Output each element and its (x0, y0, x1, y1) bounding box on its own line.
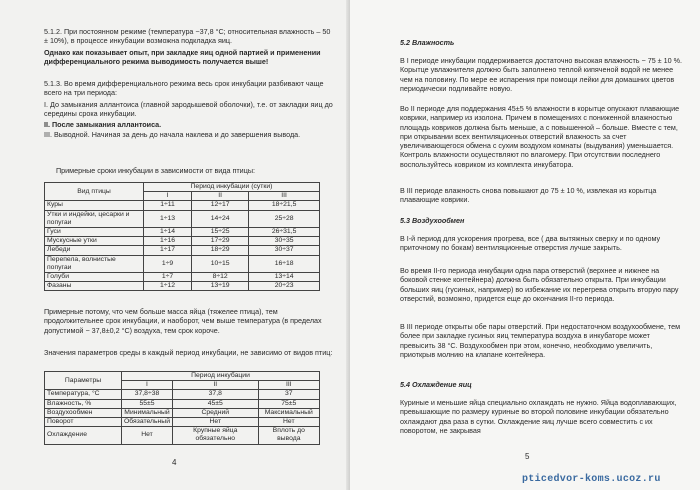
table-row (45, 201, 320, 210)
table-row (45, 282, 320, 291)
table-cell: Мускусные утки (45, 237, 144, 246)
col-header-period-2: II (173, 381, 259, 390)
period-one-text: I. До замыкания аллантоиса (главной зародышевой оболочки), т.е. от закладки яиц до середины срока инкубации. (44, 100, 333, 119)
paragraph-5-1-2: 5.1.2. При постоянном режиме (температура −37,8 °C; относительная влажность – 50 ± 10%), в процессе инкубации возможна подкладка яиц. (44, 27, 331, 46)
paragraph-bold-note: Однако как показывает опыт, при закладке яиц одной партией и применении дифференциального режима выводимость получается выше! (44, 48, 321, 67)
table-cell: Поворот (45, 418, 122, 427)
table-row (45, 255, 320, 272)
table-cell: Крупные яйца обязательно (173, 427, 259, 444)
table-cell: 1÷16 (144, 237, 192, 246)
air-exchange-period-3: В III периоде открыты обе пары отверстий. При недостаточном воздухообмене, тем более при закладке гусиных яиц температура воздуха в инкубаторе может превысить 38 °C. Воздухообмен при этом, конечно, необходимо увеличить, приоткрыв молнию на клапане контейнера. (400, 322, 681, 359)
table-row (45, 399, 320, 408)
table-cell: Вплоть до вывода (258, 427, 319, 444)
table-row (45, 418, 320, 427)
col-header-period-2: II (192, 192, 249, 201)
table-cell: Температура, °C (45, 390, 122, 399)
col-header-period-3: III (249, 192, 320, 201)
col-header-bird: Вид птицы (45, 183, 144, 201)
table-cell: Перепела, волнистые попугаи (45, 255, 144, 272)
table-cell: Нет (258, 418, 319, 427)
table-cell: 26÷31,5 (249, 228, 320, 237)
col-header-period-3: III (258, 381, 319, 390)
col-header-params: Параметры (45, 372, 122, 390)
humidity-period-3: В III периоде влажность снова повышают до 75 ± 10 %, извлекая из корытца плавающие коврики. (400, 186, 657, 205)
table-cell: 16÷18 (249, 255, 320, 272)
table-cell: Голуби (45, 273, 144, 282)
heading-air-exchange: 5.3 Воздухообмен (400, 216, 465, 225)
col-header-period-1: I (122, 381, 173, 390)
table-cell: Фазаны (45, 282, 144, 291)
table-row (45, 427, 320, 444)
table-cell: 17÷29 (192, 237, 249, 246)
table-row (45, 273, 320, 282)
table-row (45, 390, 320, 399)
table-cell: 1÷13 (144, 210, 192, 227)
table-cell: 37 (258, 390, 319, 399)
table-cell: Куры (45, 201, 144, 210)
table-cell: Максимальный (258, 408, 319, 417)
table-cell: 18÷21,5 (249, 201, 320, 210)
heading-humidity: 5.2 Влажность (400, 38, 455, 47)
table-cell: 75±5 (258, 399, 319, 408)
table-cell: 18÷29 (192, 246, 249, 255)
table-cell: 13÷14 (249, 273, 320, 282)
table-cell: Нет (173, 418, 259, 427)
right-page (350, 0, 700, 490)
incubation-periods-table (44, 182, 320, 291)
table-cell: Воздухообмен (45, 408, 122, 417)
table-cell: Средний (173, 408, 259, 417)
egg-cooling-text: Куриные и меньшие яйца специально охлаждать не нужно. Яйца водоплавающих, превышающие по размеру куриные во второй половине инкубации обязательно охлаждают два раза в сутки. Охлаждение яиц лучше всего совместить с их поворотом, не закрывая (400, 398, 677, 435)
table-row (45, 408, 320, 417)
table-row (45, 246, 320, 255)
table-cell: Обязательный (122, 418, 173, 427)
table-cell: 1÷9 (144, 255, 192, 272)
table-cell: Нет (122, 427, 173, 444)
table-cell: 8÷12 (192, 273, 249, 282)
table-cell: Гуси (45, 228, 144, 237)
table-cell: 12÷17 (192, 201, 249, 210)
table1-caption: Примерные сроки инкубации в зависимости от вида птицы: (56, 166, 255, 175)
table-cell: 13÷19 (192, 282, 249, 291)
paragraph-approximate: Примерные потому, что чем больше масса яйца (тяжелее птица), тем продолжительнее срок инкубации, и наоборот, чем выше температура (в пределах допустимой − 37,8±0,2 °C) воздуха, тем срок короче. (44, 307, 322, 335)
table-cell: 45±5 (173, 399, 259, 408)
table-cell: 25÷28 (249, 210, 320, 227)
table-cell: 30÷35 (249, 237, 320, 246)
table-cell: 1÷14 (144, 228, 192, 237)
table-cell: Утки и индейки, цесарки и попугаи (45, 210, 144, 227)
table-cell: 15÷25 (192, 228, 249, 237)
table-cell: Охлаждение (45, 427, 122, 444)
col-header-period: Период инкубации (122, 372, 320, 381)
humidity-period-1: В I периоде инкубации поддерживается достаточно высокая влажность − 75 ± 10 %. Корытце увлажнителя должно быть заполнено теплой кипяченой водой не менее чем на половину. По мере ее испарения при помощи лейки для домашних цветов периодически подливайте новую. (400, 56, 683, 93)
table-cell: 14÷24 (192, 210, 249, 227)
page-number: 4 (172, 458, 177, 467)
environment-params-table (44, 371, 320, 445)
paragraph-5-1-3: 5.1.3. Во время дифференциального режима весь срок инкубации разбивают чаще всего на три периода: (44, 79, 324, 98)
table-cell: 55±5 (122, 399, 173, 408)
table-cell: 30÷37 (249, 246, 320, 255)
site-watermark: pticedvor-koms.ucoz.ru (522, 474, 661, 485)
table-cell: 37,8÷38 (122, 390, 173, 399)
heading-egg-cooling: 5.4 Охлаждение яиц (400, 380, 472, 389)
humidity-period-2: Во II периоде для поддержания 45±5 % влажности в корытце опускают плавающие коврики, например из изолона. Причем в помещениях с пониженной влажностью площадь ковриков должна быть меньше, а с повышенной – больше. Вместе с тем, при открывании всех вентиляционных отверстий влажность за счет увеличивающегося обмена с сухим воздухом комнаты (выдувания) уменьшается. Контроль влажности осуществляют по влагомеру. При отсутствии последнего воспользуйтесь ковриком из комплекта инкубатора. (400, 104, 680, 169)
air-exchange-period-1: В I-й период для ускорения прогрева, все ( два вытяжных сверху и по одному приточному по бокам) вентиляционные отверстия лучше закрыть. (400, 234, 661, 253)
table-cell: Минимальный (122, 408, 173, 417)
period-two-text: II. После замыкания аллантоиса. (44, 120, 162, 129)
col-header-period-1: I (144, 192, 192, 201)
table-cell: 20÷23 (249, 282, 320, 291)
period-three-text: III. Выводной. Начиная за день до начала наклева и до завершения вывода. (44, 130, 301, 139)
col-header-period: Период инкубации (сутки) (144, 183, 320, 192)
table-cell: 1÷11 (144, 201, 192, 210)
page-number: 5 (525, 452, 530, 461)
table-cell: 1÷17 (144, 246, 192, 255)
table-cell: 1÷7 (144, 273, 192, 282)
table-cell: Влажность, % (45, 399, 122, 408)
table-row (45, 210, 320, 227)
table-cell: 10÷15 (192, 255, 249, 272)
table-cell: Лебеди (45, 246, 144, 255)
table-row (45, 228, 320, 237)
air-exchange-period-2: Во время II-го периода инкубации одна пара отверстий (верхнее и нижнее на боковой стенке контейнера) должна быть обязательно открыта. При инкубации больших яиц (гусиных, например) во избежание их перегрева открыть вторую пару отверстий, возможно, придется еще до окончания II-го периода. (400, 266, 679, 303)
table2-caption: Значения параметров среды в каждый период инкубации, не зависимо от видов птиц: (44, 348, 333, 357)
table-cell: 37,8 (173, 390, 259, 399)
table-cell: 1÷12 (144, 282, 192, 291)
table-row (45, 237, 320, 246)
